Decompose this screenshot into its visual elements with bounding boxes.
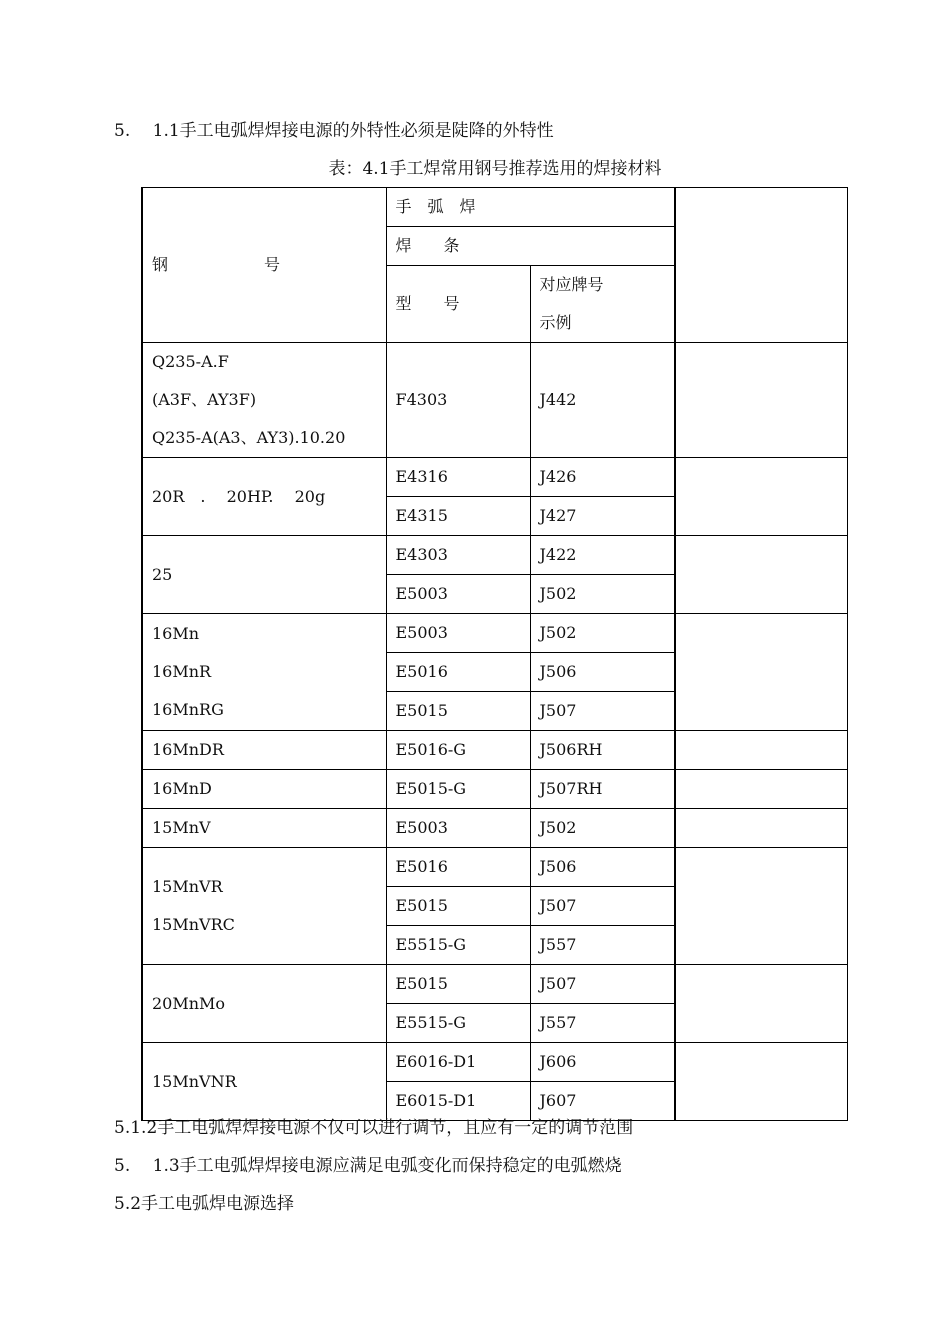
electrode-model: E5015 <box>386 965 530 1004</box>
steel-grade-cell <box>142 614 386 731</box>
table-row <box>142 458 847 497</box>
table-row <box>142 731 847 770</box>
table-row <box>142 343 847 458</box>
electrode-brand: J606 <box>530 1043 675 1082</box>
table-row <box>142 1043 847 1082</box>
welding-materials-table <box>141 187 848 1121</box>
electrode-model: E5016 <box>386 848 530 887</box>
electrode-brand: J607 <box>530 1082 675 1121</box>
table-row <box>142 614 847 653</box>
electrode-model: E5003 <box>386 575 530 614</box>
paragraph-5-1-1: 5. 1.1手工电弧焊焊接电源的外特性必须是陡降的外特性 <box>114 121 554 141</box>
blank-cell <box>675 614 847 731</box>
steel-grade-cell <box>142 848 386 965</box>
paragraph-5-1-3: 5. 1.3手工电弧焊焊接电源应满足电弧变化而保持稳定的电弧燃烧 <box>114 1156 622 1176</box>
header-blank <box>675 188 847 343</box>
paragraph-5-2: 5.2手工电弧焊电源选择 <box>114 1194 295 1214</box>
electrode-model: E5003 <box>386 614 530 653</box>
blank-cell <box>675 536 847 614</box>
header-brand <box>530 266 675 343</box>
steel-grade-cell <box>142 1043 386 1121</box>
electrode-model: E4303 <box>386 536 530 575</box>
steel-grade: (A3F、AY3F) <box>152 390 257 409</box>
electrode-model: E5015-G <box>386 770 530 809</box>
blank-cell <box>675 770 847 809</box>
steel-grade-cell <box>142 731 386 770</box>
electrode-brand: J506 <box>530 848 675 887</box>
steel-grade: 20MnMo <box>152 993 226 1013</box>
blank-cell <box>675 809 847 848</box>
electrode-brand: J507 <box>530 965 675 1004</box>
blank-cell <box>675 848 847 965</box>
electrode-brand: J427 <box>530 497 675 536</box>
electrode-brand: J506RH <box>530 731 675 770</box>
steel-grade: Q235-A.F <box>152 352 229 371</box>
electrode-model: E5003 <box>386 809 530 848</box>
table-row <box>142 770 847 809</box>
electrode-brand: J502 <box>530 575 675 614</box>
electrode-model: E5015 <box>386 692 530 731</box>
header-row-process <box>142 188 847 227</box>
electrode-brand: J507 <box>530 887 675 926</box>
electrode-model: E5015 <box>386 887 530 926</box>
table-caption: 表：4.1手工焊常用钢号推荐选用的焊接材料 <box>328 159 662 179</box>
table-row <box>142 536 847 575</box>
steel-grade-cell <box>142 536 386 614</box>
electrode-brand: J422 <box>530 536 675 575</box>
steel-grade: 15MnVRC <box>152 915 235 934</box>
electrode-model: E6016-D1 <box>386 1043 530 1082</box>
header-process: 手 弧 焊 <box>386 188 675 227</box>
electrode-brand: J502 <box>530 809 675 848</box>
header-model: 型 号 <box>386 266 530 343</box>
electrode-brand: J507 <box>530 692 675 731</box>
steel-grade: 16Mn <box>152 624 200 643</box>
steel-grade-cell <box>142 458 386 536</box>
header-brand-line2: 示例 <box>539 313 572 332</box>
electrode-model: E4315 <box>386 497 530 536</box>
electrode-brand: J507RH <box>530 770 675 809</box>
electrode-brand: J502 <box>530 614 675 653</box>
steel-grade: 16MnR <box>152 662 212 681</box>
electrode-brand: J557 <box>530 1004 675 1043</box>
electrode-model: E5016-G <box>386 731 530 770</box>
header-electrode: 焊 条 <box>386 227 675 266</box>
electrode-model: E5515-G <box>386 1004 530 1043</box>
table-row <box>142 809 847 848</box>
electrode-brand: J426 <box>530 458 675 497</box>
steel-grade: 16MnD <box>152 779 212 798</box>
steel-grade-cell <box>142 965 386 1043</box>
steel-grade: 15MnV <box>152 818 211 837</box>
steel-grade: 15MnVNR <box>152 1071 237 1091</box>
table-row <box>142 848 847 887</box>
blank-cell <box>675 731 847 770</box>
steel-grade-cell <box>142 343 386 458</box>
blank-cell <box>675 1043 847 1121</box>
steel-grade: Q235-A(A3、AY3).10.20 <box>152 428 346 447</box>
steel-grade: 16MnRG <box>152 700 224 719</box>
header-steel: 钢 号 <box>142 188 386 343</box>
electrode-model: F4303 <box>386 343 530 458</box>
table-row <box>142 965 847 1004</box>
electrode-model: E4316 <box>386 458 530 497</box>
blank-cell <box>675 343 847 458</box>
paragraph-5-1-2: 5.1.2手工电弧焊焊接电源不仅可以进行调节，且应有一定的调节范围 <box>114 1118 634 1138</box>
blank-cell <box>675 458 847 536</box>
steel-grade: 15MnVR <box>152 877 223 896</box>
electrode-model: E5515-G <box>386 926 530 965</box>
steel-grade-cell <box>142 770 386 809</box>
steel-grade: 20R . 20HP. 20g <box>152 486 326 506</box>
header-brand-line1: 对应牌号 <box>539 275 604 294</box>
steel-grade-cell <box>142 809 386 848</box>
electrode-model: E5016 <box>386 653 530 692</box>
electrode-brand: J442 <box>530 343 675 458</box>
steel-grade: 25 <box>152 564 173 584</box>
electrode-brand: J506 <box>530 653 675 692</box>
electrode-brand: J557 <box>530 926 675 965</box>
steel-grade: 16MnDR <box>152 740 224 759</box>
electrode-model: E6015-D1 <box>386 1082 530 1121</box>
blank-cell <box>675 965 847 1043</box>
